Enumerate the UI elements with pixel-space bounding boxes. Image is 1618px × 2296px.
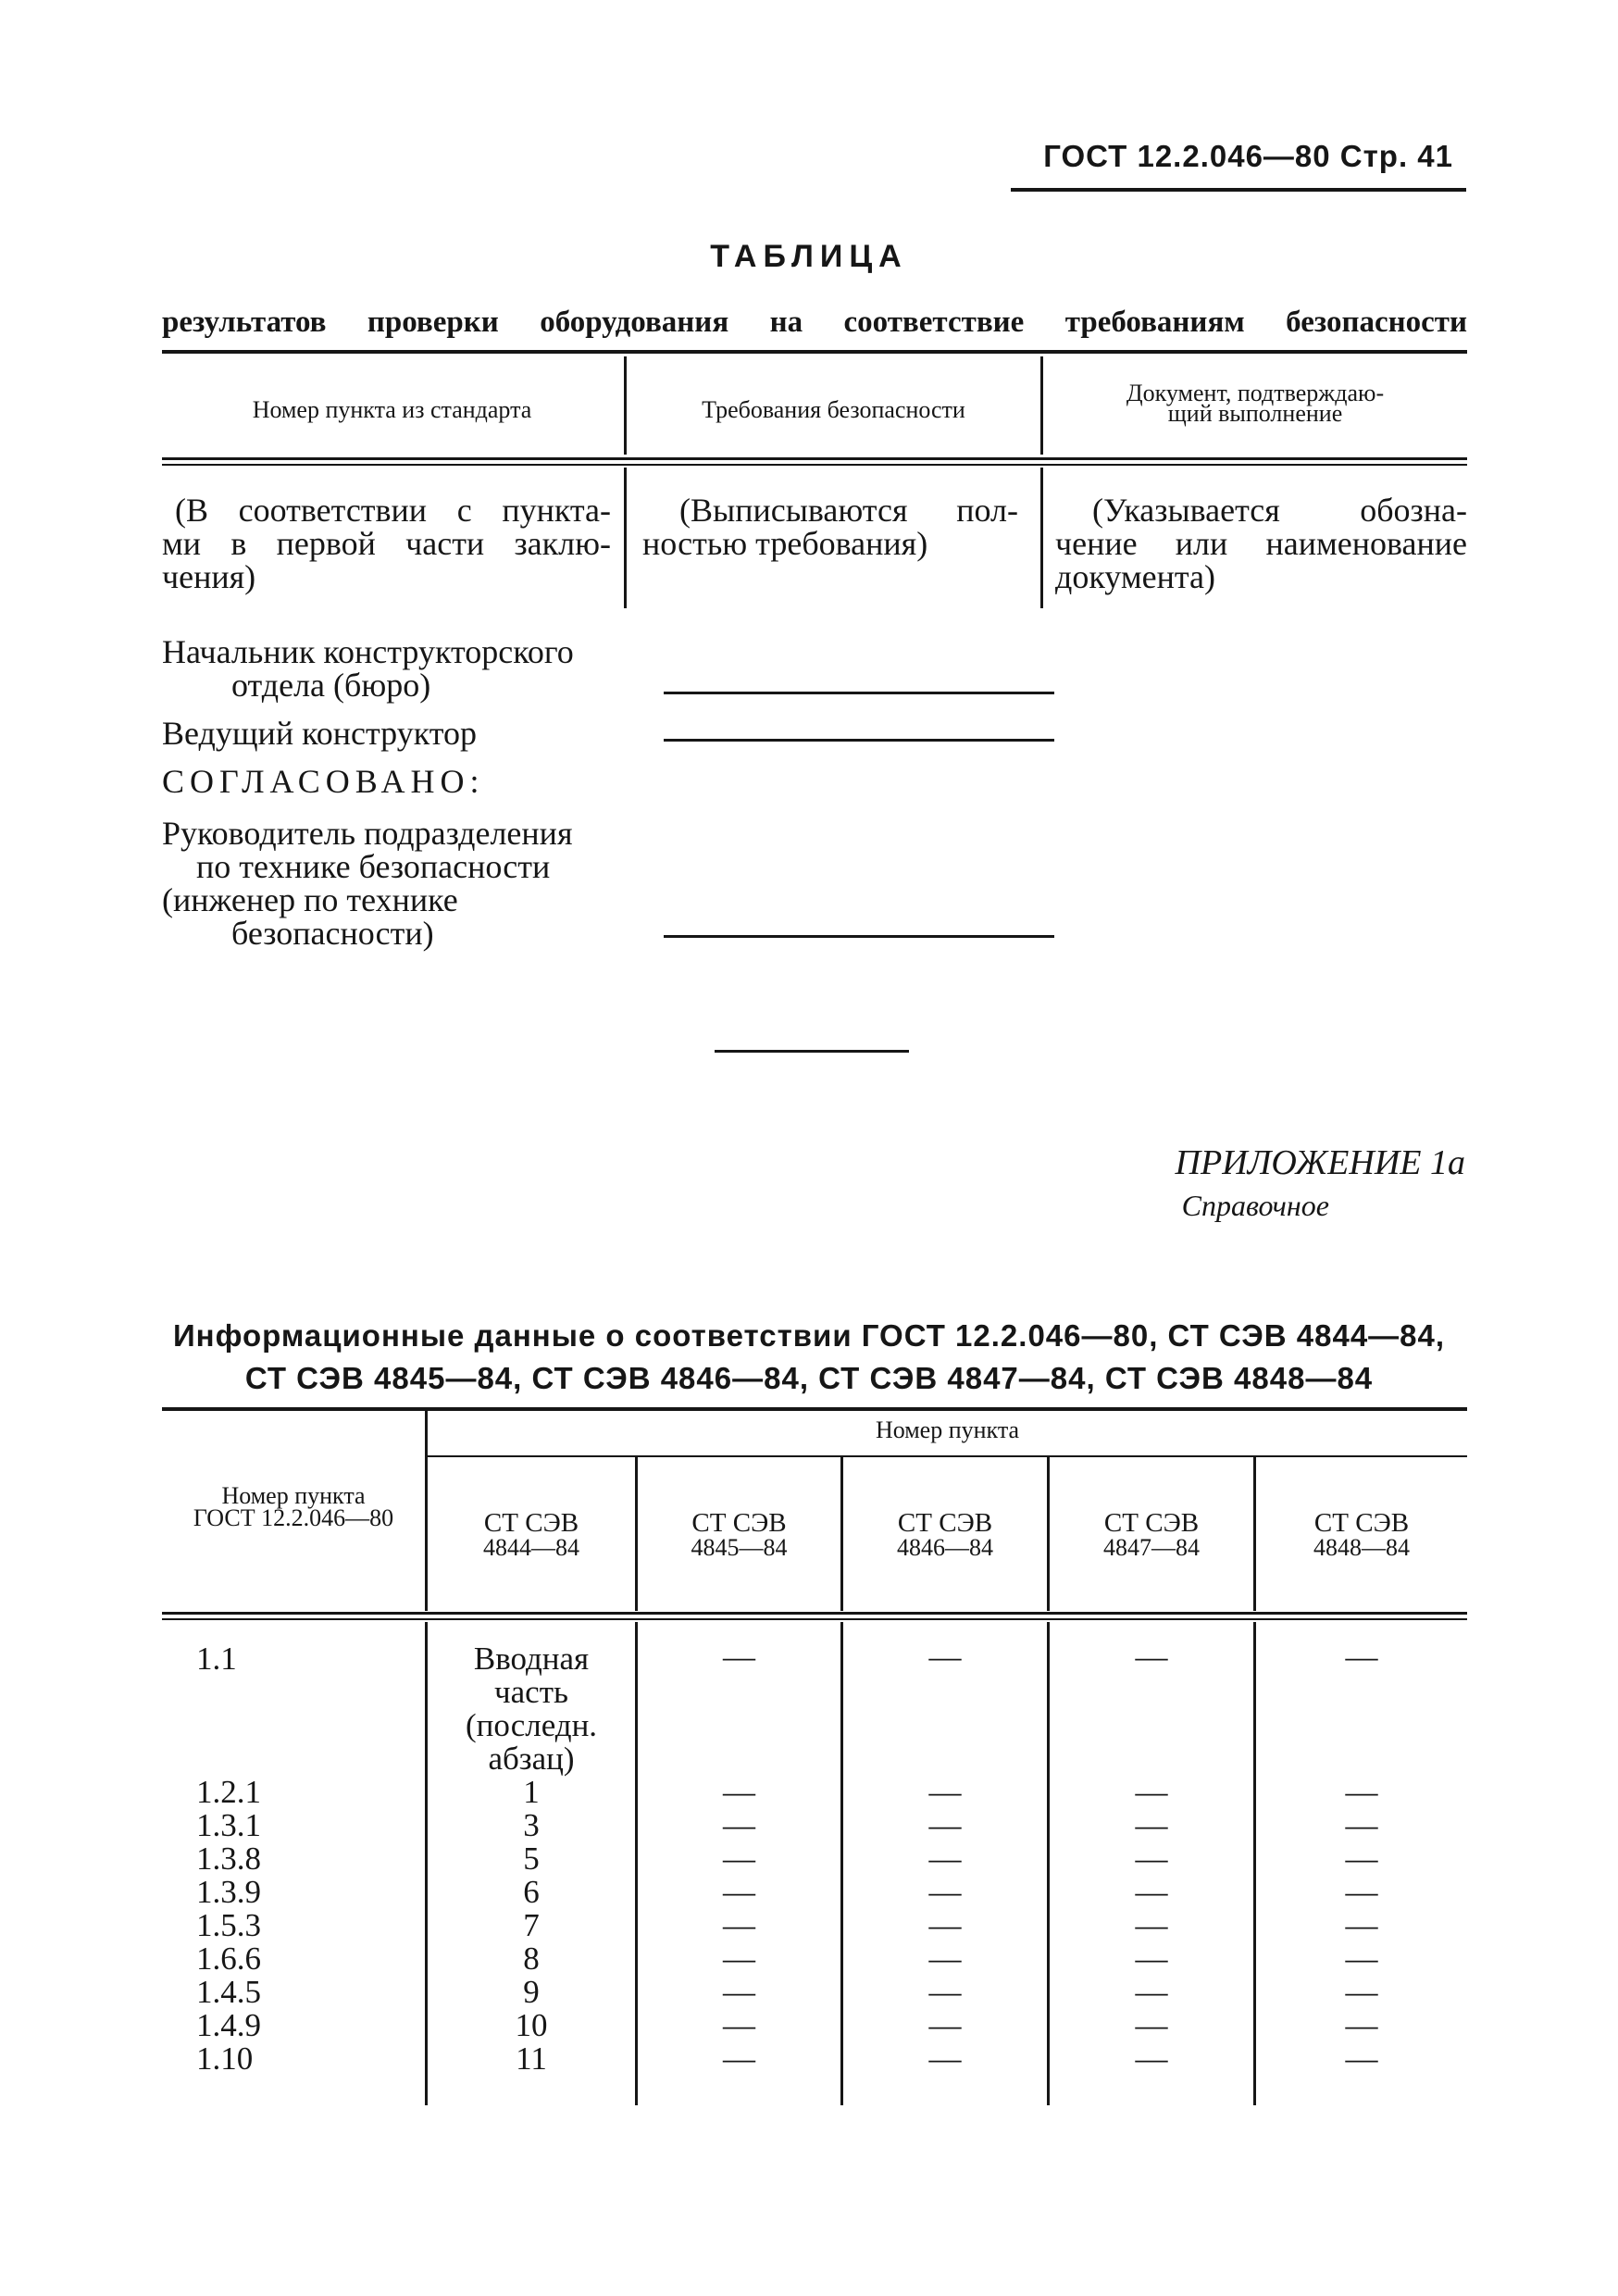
- table2-col-header-name: СТ СЭВ: [1313, 1508, 1410, 1538]
- table2-dash-cell: —: [723, 1807, 755, 1843]
- section-separator: [715, 1050, 909, 1053]
- sig-head-blank: [664, 692, 1054, 694]
- table2-dash-cell: —: [723, 1940, 755, 1977]
- table2-gost-cell: 1.3.1: [196, 1807, 261, 1843]
- table2-row: [0, 2042, 1618, 2076]
- table2-col-header-num: 4847—84: [1103, 1534, 1200, 1561]
- table2-col-header-num: 4848—84: [1313, 1534, 1410, 1561]
- table2-dash-cell: —: [1345, 1974, 1378, 2010]
- table2-4844-cell: 1: [523, 1774, 540, 1810]
- table1-row-col2-line: (Выписываются пол-: [679, 492, 1018, 529]
- table2-dash-cell: —: [928, 1874, 962, 1910]
- table2-4844-cell: 10: [515, 2007, 548, 2043]
- table2-dash-cell: —: [1345, 1639, 1378, 1675]
- table2-col-header-name: СТ СЭВ: [1103, 1508, 1200, 1538]
- header-rule: [1011, 188, 1466, 192]
- page-header: ГОСТ 12.2.046—80 Стр. 41: [1043, 139, 1453, 173]
- table2-col-header: [843, 1509, 1047, 1559]
- table1-row-col3: [1055, 493, 1467, 593]
- table2-row: [0, 1842, 1618, 1876]
- table2-dash-cell: —: [1345, 2040, 1378, 2077]
- table2-dash-cell: —: [723, 2007, 755, 2043]
- table2-dash-cell: —: [723, 2040, 755, 2077]
- table2-stub-header-line: ГОСТ 12.2.046—80: [193, 1504, 394, 1531]
- table2-gost-cell: 1.6.6: [196, 1940, 261, 1977]
- table2-dash-cell: —: [1345, 1940, 1378, 1977]
- table2-col-header-name: СТ СЭВ: [483, 1508, 579, 1538]
- sig-head-line1: Начальник конструкторского: [162, 633, 574, 670]
- sig-agreed: СОГЛАСОВАНО:: [162, 763, 485, 800]
- table2-col-header-num: 4844—84: [483, 1534, 579, 1561]
- table2-4844-cell: [428, 1642, 635, 1776]
- table1-row-col3-line: (Указывается обозна-: [1092, 492, 1467, 529]
- table2-dash-cell: —: [928, 1940, 962, 1977]
- table2-dash-cell: —: [1135, 1874, 1168, 1910]
- table2-dash-cell: —: [928, 1974, 962, 2010]
- table2-col-header: [638, 1509, 840, 1559]
- table2-dash-cell: —: [1345, 1841, 1378, 1877]
- table1-row-col1-line: (В соответствии с пункта-: [175, 492, 611, 529]
- table2-row: [0, 2009, 1618, 2042]
- table2-gost-cell: 1.4.9: [196, 2007, 261, 2043]
- table2-col-header: [1050, 1509, 1253, 1559]
- table2-head-rule-a: [162, 1612, 1467, 1615]
- table2-4844-cell: 8: [523, 1940, 540, 1977]
- table1-vline-4: [1040, 468, 1043, 608]
- table2-dash-cell: —: [1345, 1907, 1378, 1943]
- table1-row-col3-line: чение или наименование: [1055, 525, 1467, 562]
- table2-dash-cell: —: [723, 1639, 755, 1675]
- table2-head-rule-b: [162, 1618, 1467, 1620]
- table2-4844-line: (последн.: [465, 1707, 598, 1743]
- table2-dash-cell: —: [723, 1874, 755, 1910]
- table2-dash-cell: —: [723, 1841, 755, 1877]
- table2-dash-cell: —: [1345, 1807, 1378, 1843]
- table2-col-header-num: 4845—84: [691, 1534, 788, 1561]
- table2-row: [0, 1876, 1618, 1909]
- sig-lead: Ведущий конструктор: [162, 715, 477, 752]
- table1-col2-header: Требования безопасности: [702, 396, 965, 423]
- table2-4844-line: Вводная: [473, 1641, 590, 1677]
- table1-col3-header-line2: щий выполнение: [1167, 400, 1343, 427]
- table2-dash-cell: —: [723, 1774, 755, 1810]
- table2-4844-cell: 5: [523, 1841, 540, 1877]
- table2-dash-cell: —: [1135, 1974, 1168, 2010]
- table2-dash-cell: —: [928, 1807, 962, 1843]
- table1-row-col1-line: чения): [162, 558, 256, 595]
- table2-col-header-name: СТ СЭВ: [691, 1508, 787, 1538]
- table2-dash-cell: —: [1345, 1874, 1378, 1910]
- table2-dash-cell: —: [928, 2040, 962, 2077]
- table2-dash-cell: —: [928, 1907, 962, 1943]
- table2-gost-cell: 1.3.9: [196, 1874, 261, 1910]
- table1-head-rule-b: [162, 464, 1467, 466]
- table2-4844-cell: 7: [523, 1907, 540, 1943]
- table2-top-rule: [162, 1407, 1467, 1411]
- table2-dash-cell: —: [928, 2007, 962, 2043]
- table2-dash-cell: —: [1135, 1940, 1168, 1977]
- table2-4844-line: абзац): [488, 1741, 575, 1777]
- table2-row: [0, 1809, 1618, 1842]
- table2-dash-cell: —: [928, 1639, 962, 1675]
- table2-col-header: [428, 1509, 635, 1559]
- table1-vline-3: [624, 468, 627, 608]
- table2-row: [0, 1909, 1618, 1942]
- table2-dash-cell: —: [1135, 1807, 1168, 1843]
- appendix-title: ПРИЛОЖЕНИЕ 1а: [1175, 1143, 1465, 1182]
- table2-dash-cell: —: [1345, 1774, 1378, 1810]
- table2-rows: [0, 1776, 1618, 2076]
- table1-row-col2-line: ностью требования): [642, 525, 928, 562]
- table1-row-col1-line: ми в первой части заклю-: [162, 525, 611, 562]
- table2-gost-cell: 1.2.1: [196, 1774, 261, 1810]
- table2-dash-cell: —: [723, 1974, 755, 2010]
- table2-col-header-name: СТ СЭВ: [897, 1508, 993, 1538]
- table2-gost-cell: 1.5.3: [196, 1907, 261, 1943]
- table2-col-header-num: 4846—84: [897, 1534, 993, 1561]
- table2-4844-cell: 9: [523, 1974, 540, 2010]
- table2-gost-cell: 1.3.8: [196, 1841, 261, 1877]
- sig-head-line2: отдела (бюро): [231, 667, 431, 704]
- table2-dash-cell: —: [1135, 1841, 1168, 1877]
- table1-subtitle: результатов проверки оборудования на соответствие требованиям безопасности: [162, 306, 1467, 339]
- table2-stub-header: [162, 1482, 425, 1531]
- table2-group-header: Номер пункта: [875, 1416, 1020, 1443]
- table1-top-rule: [162, 350, 1467, 354]
- table2-dash-cell: —: [1135, 2007, 1168, 2043]
- sig-safety-line3: (инженер по технике: [162, 881, 458, 918]
- table2-row: [0, 1942, 1618, 1976]
- table1-col3-header-line1: Документ, подтверждаю-: [1126, 380, 1385, 406]
- sig-safety-line4: безопасности): [231, 915, 434, 952]
- table1-title: ТАБЛИЦА: [710, 239, 908, 274]
- sig-lead-blank: [664, 739, 1054, 742]
- table2-dash-cell: —: [1345, 2007, 1378, 2043]
- table1-row-col3-line: документа): [1055, 558, 1215, 595]
- appendix-subtitle: Справочное: [1181, 1189, 1329, 1222]
- table2-4844-line: часть: [494, 1674, 568, 1710]
- table2-title-line1: Информационные данные о соответствии ГОСТ 12.2.046—80, СТ СЭВ 4844—84,: [172, 1318, 1446, 1353]
- table2-gost-cell: 1.4.5: [196, 1974, 261, 2010]
- table2-4844-cell: 6: [523, 1874, 540, 1910]
- sig-safety-line2: по технике безопасности: [196, 848, 551, 885]
- table2-dash-cell: —: [723, 1907, 755, 1943]
- table2-group-rule: [428, 1455, 1467, 1457]
- sig-safety-line1: Руководитель подразделения: [162, 815, 573, 852]
- table2-col-header: [1256, 1509, 1467, 1559]
- table2-dash-cell: —: [1135, 1639, 1168, 1675]
- table1-col1-header: Номер пункта из стандарта: [252, 396, 532, 423]
- table2-row: [0, 1976, 1618, 2009]
- table2-gost-cell: 1.1: [196, 1641, 237, 1677]
- table2-dash-cell: —: [928, 1774, 962, 1810]
- table2-dash-cell: —: [1135, 1774, 1168, 1810]
- table2-gost-cell: 1.10: [196, 2040, 254, 2077]
- table2-dash-cell: —: [1135, 1907, 1168, 1943]
- table1-row-col2: [642, 493, 1018, 560]
- table2-dash-cell: —: [1135, 2040, 1168, 2077]
- sig-safety-blank: [664, 935, 1054, 938]
- table1-row-col1: [162, 493, 611, 593]
- table2-row: [0, 1776, 1618, 1809]
- table1-head-rule-a: [162, 457, 1467, 460]
- table2-4844-cell: 3: [523, 1807, 540, 1843]
- table2-stub-header-line: Номер пункта: [221, 1482, 366, 1509]
- table2-4844-cell: 11: [516, 2040, 547, 2077]
- table2-dash-cell: —: [928, 1841, 962, 1877]
- table2-title-line2: СТ СЭВ 4845—84, СТ СЭВ 4846—84, СТ СЭВ 4847—84, СТ СЭВ 4848—84: [244, 1361, 1374, 1395]
